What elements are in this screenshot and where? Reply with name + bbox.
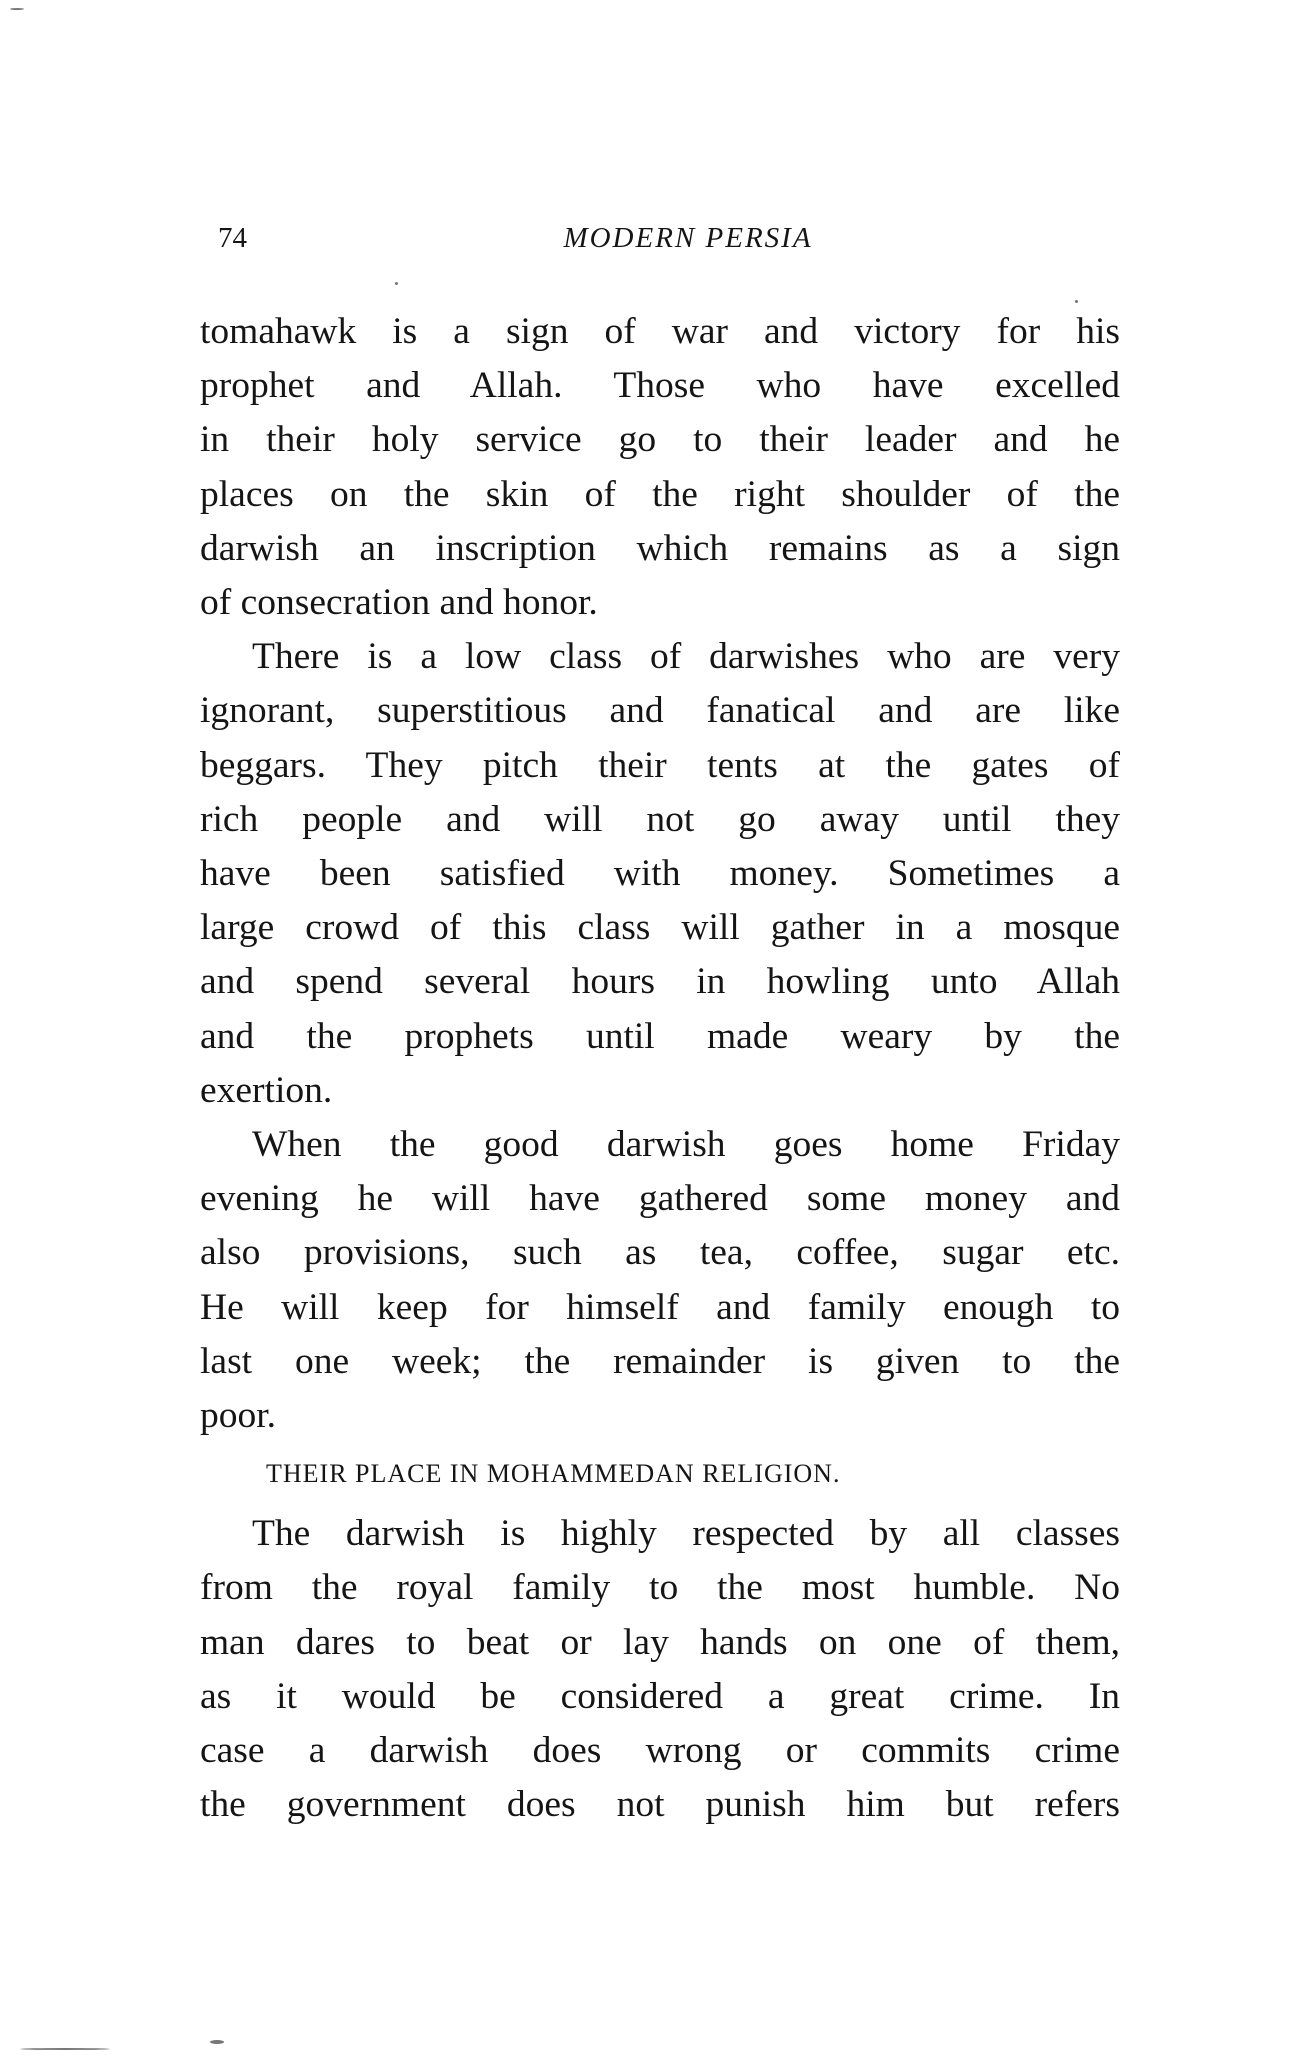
text-line: evening he will have gathered some money and	[200, 1178, 1120, 1220]
text-line: and spend several hours in howling unto Allah	[200, 961, 1120, 1003]
text-line: case a darwish does wrong or commits crime	[200, 1730, 1120, 1772]
text-line: places on the skin of the right shoulder of the	[200, 473, 1120, 515]
text-line: There is a low class of darwishes who are very	[252, 636, 1120, 678]
scan-speck	[10, 8, 24, 10]
text-line: and the prophets until made weary by the	[200, 1015, 1120, 1057]
scan-speck	[210, 2040, 224, 2044]
text-line: darwish an inscription which remains as a sign	[200, 527, 1120, 569]
text-line: prophet and Allah. Those who have excelled	[200, 365, 1120, 407]
text-line: have been satisfied with money. Sometimes a	[200, 853, 1120, 895]
text-line: large crowd of this class will gather in a mosque	[200, 907, 1120, 949]
body-text	[200, 305, 1120, 1832]
text-line: from the royal family to the most humble. No	[200, 1567, 1120, 1609]
text-line: last one week; the remainder is given to the	[200, 1340, 1120, 1382]
scan-speck	[395, 282, 398, 285]
section-heading: THEIR PLACE IN MOHAMMEDAN RELIGION.	[266, 1459, 841, 1489]
paragraph-3	[200, 1118, 1120, 1443]
text-line: beggars. They pitch their tents at the gates of	[200, 744, 1120, 786]
text-line: man dares to beat or lay hands on one of them,	[200, 1621, 1120, 1663]
text-line: He will keep for himself and family enough to	[200, 1286, 1120, 1328]
paragraph-1	[200, 305, 1120, 630]
text-line: also provisions, such as tea, coffee, sugar etc.	[200, 1232, 1120, 1274]
text-line: tomahawk is a sign of war and victory for his	[200, 311, 1120, 352]
text-line: rich people and will not go away until they	[200, 798, 1120, 840]
page-number: 74	[218, 222, 247, 254]
text-line: in their holy service go to their leader and he	[200, 419, 1120, 461]
running-title: MODERN PERSIA	[563, 222, 813, 254]
text-line: the government does not punish him but refers	[200, 1784, 1120, 1826]
text-line: of consecration and honor.	[200, 582, 598, 624]
text-line: exertion.	[200, 1069, 333, 1111]
text-line: The darwish is highly respected by all classes	[252, 1513, 1120, 1555]
scan-speck	[1075, 300, 1078, 303]
text-line: poor.	[200, 1395, 277, 1437]
scan-speck	[20, 2048, 110, 2050]
text-line: as it would be considered a great crime. In	[200, 1675, 1120, 1717]
paragraph-4	[200, 1507, 1120, 1832]
text-line: When the good darwish goes home Friday	[252, 1124, 1120, 1166]
paragraph-2	[200, 630, 1120, 1118]
text-line: ignorant, superstitious and fanatical and are like	[200, 690, 1120, 732]
running-head	[218, 222, 1098, 262]
